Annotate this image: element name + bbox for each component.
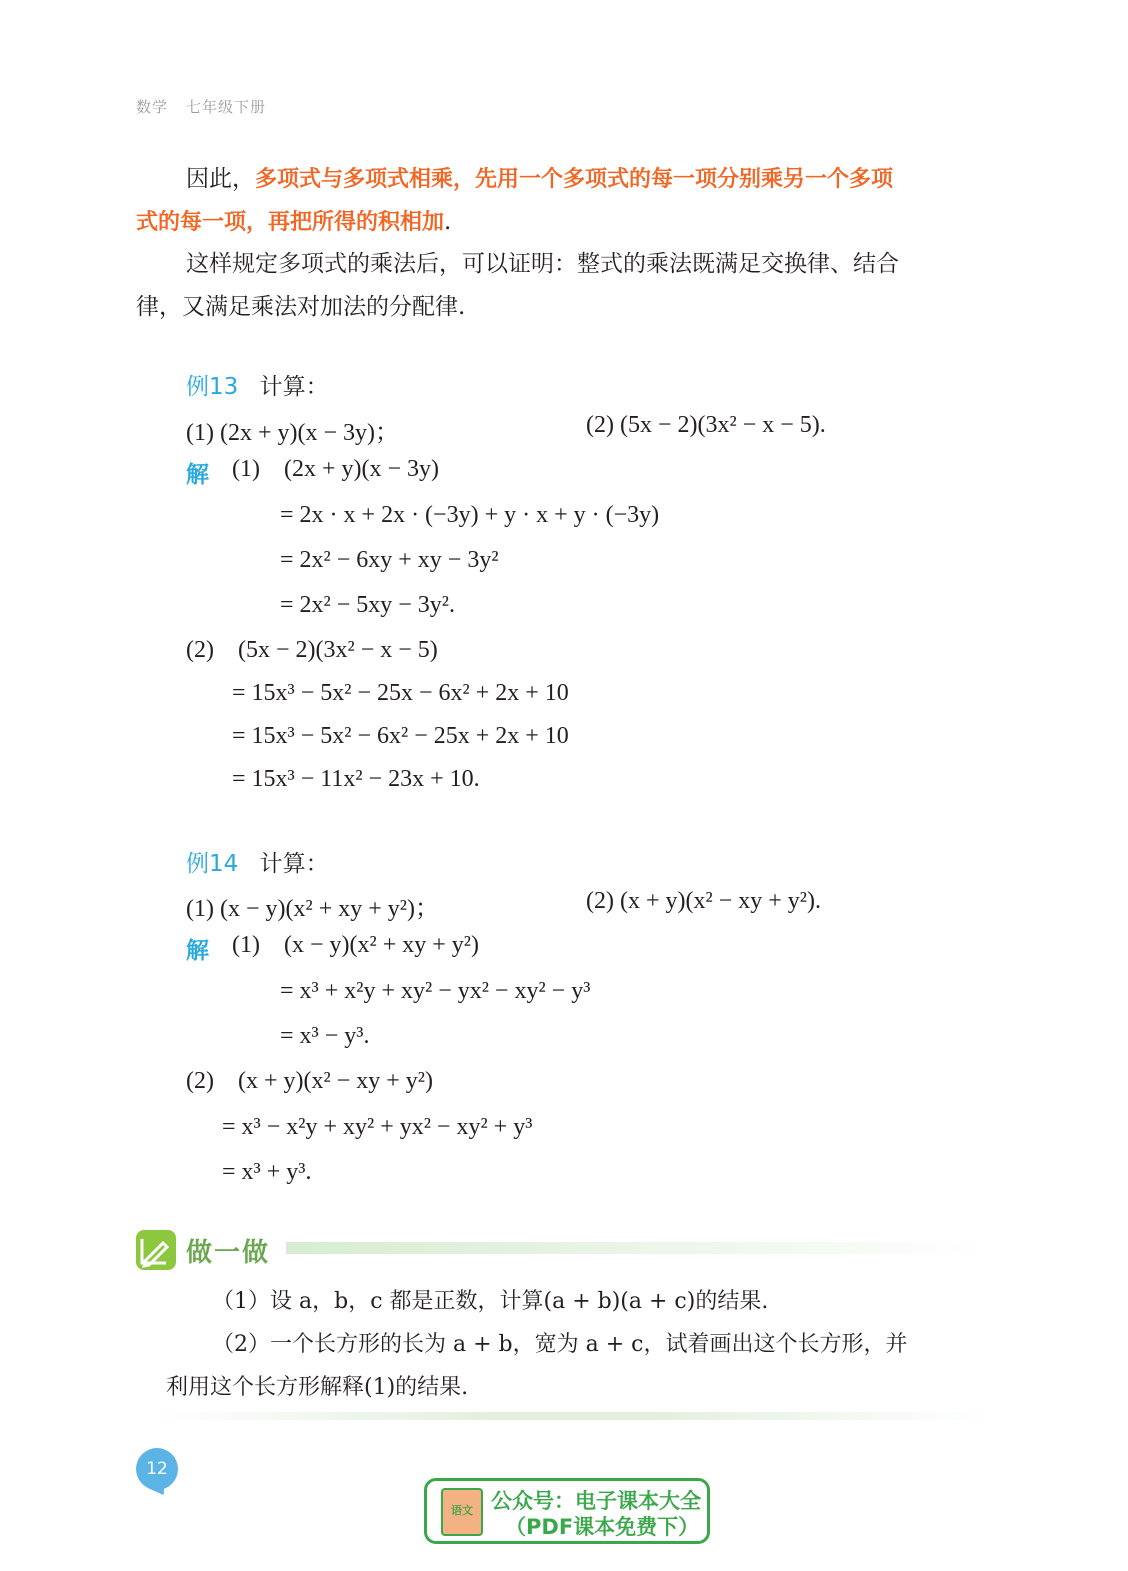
rule-paragraph [136,158,992,244]
ex13-s1-line2: = 2x² − 6xy + xy − 3y² [280,547,499,573]
example-13-label: 例13 [186,374,239,400]
try-it-bottom-band [150,1412,992,1420]
pencil-ruler-icon [136,1230,176,1270]
page-number: 12 [136,1448,178,1490]
ex13-s2-line2: = 15x³ − 5x² − 6x² − 25x + 2x + 10 [232,723,569,749]
try-it-title: 做一做 [186,1238,271,1268]
try-it-question-2: （2）一个长方形的长为 a + b，宽为 a + c，试着画出这个长方形，并 [212,1332,908,1357]
rule-end: . [444,209,452,235]
book-icon-text: 语文 [451,1504,473,1517]
example-14-title: 计算： [259,851,329,877]
header-subject: 数学 [136,98,169,116]
ex13-solution-label [186,456,209,489]
book-icon [441,1488,483,1536]
ex13-s1-line3: = 2x² − 5xy − 3y². [280,592,455,618]
watermark-stamp [424,1478,710,1544]
ex14-s1-line2: = x³ − y³. [280,1023,370,1049]
ex13-question-1: (1) (2x + y)(x − 3y)； [186,420,400,446]
solution-mark: 解 [186,938,209,964]
stamp-line-2: （PDF课本免费下） [505,1515,700,1539]
example-13-heading [186,368,329,401]
ex13-s1-head: (1) (2x + y)(x − 3y) [232,456,440,482]
example-14-heading [186,845,329,878]
ex14-question-2: (2) (x + y)(x² − xy + y²). [586,888,821,914]
ex14-s2-line1: = x³ − x²y + xy² + yx² − xy² + y³ [222,1114,533,1140]
running-header [136,96,266,117]
ex13-s2-line1: = 15x³ − 5x² − 25x − 6x² + 2x + 10 [232,680,569,706]
try-it-band [286,1242,992,1254]
ex14-s2-line2: = x³ + y³. [222,1159,312,1185]
ex14-solution-label [186,932,209,965]
rule-lead: 因此， [186,166,255,192]
try-it-question-2-cont: 利用这个长方形解释(1)的结果. [166,1375,469,1400]
property-line-1: 这样规定多项式的乘法后，可以证明：整式的乘法既满足交换律、结合 [186,251,899,277]
ex13-s2-head: (2) (5x − 2)(3x² − x − 5) [186,637,438,663]
ex14-question-1: (1) (x − y)(x² + xy + y²)； [186,896,439,922]
ex13-s1-line1: = 2x · x + 2x · (−3y) + y · x + y · (−3y) [280,502,660,528]
ex14-s1-line1: = x³ + x²y + xy² − yx² − xy² − y³ [280,978,591,1004]
ex13-s2-line3: = 15x³ − 11x² − 23x + 10. [232,766,480,792]
ex14-s2-head: (2) (x + y)(x² − xy + y²) [186,1068,433,1094]
rule-text-2: 式的每一项，再把所得的积相加 [136,210,445,235]
rule-text-1: 多项式与多项式相乘，先用一个多项式的每一项分别乘另一个多项 [255,167,894,192]
property-line-2: 律，又满足乘法对加法的分配律. [136,294,466,320]
example-13-title: 计算： [259,374,329,400]
header-grade: 七年级下册 [186,98,267,116]
ex14-s1-head: (1) (x − y)(x² + xy + y²) [232,932,479,958]
stamp-line-1: 公众号：电子课本大全 [491,1489,701,1513]
property-paragraph [136,243,992,329]
try-it-question-1: （1）设 a，b，c 都是正数，计算(a + b)(a + c)的结果. [212,1289,769,1314]
example-14-label: 例14 [186,851,239,877]
solution-mark: 解 [186,462,209,488]
ex13-question-2: (2) (5x − 2)(3x² − x − 5). [586,412,826,438]
try-it-banner [136,1230,992,1270]
